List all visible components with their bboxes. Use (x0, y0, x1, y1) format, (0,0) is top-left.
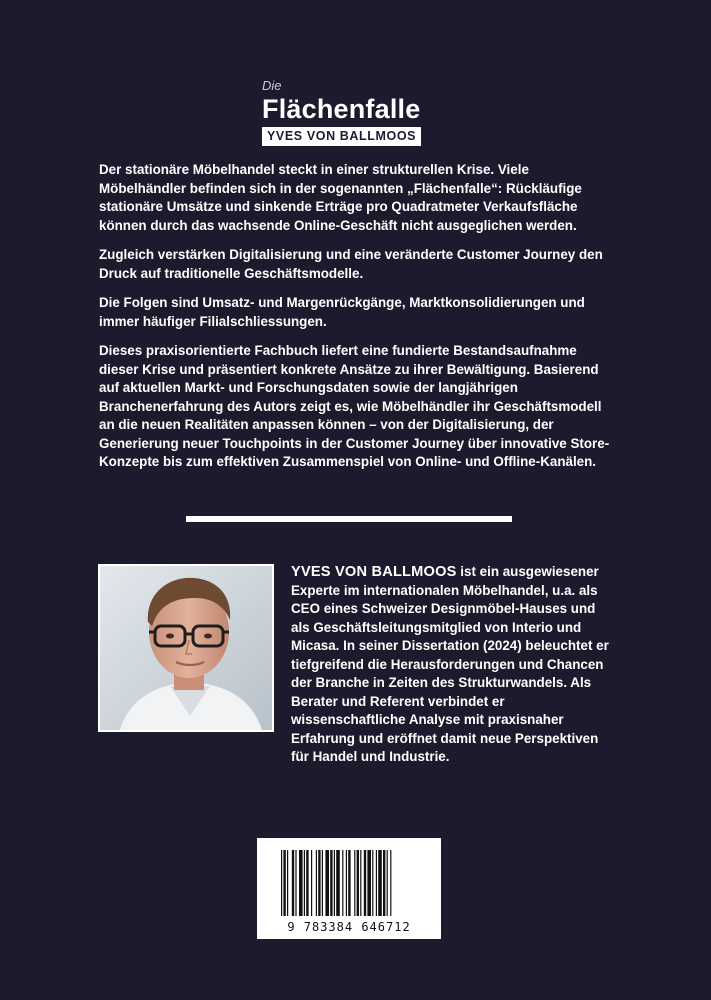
author-label: YVES VON BALLMOOS (262, 127, 421, 146)
blurb-text (99, 161, 611, 483)
author-bio-paragraph (291, 563, 611, 767)
author-bio-name: YVES VON BALLMOOS (291, 564, 457, 580)
barcode (257, 838, 441, 939)
divider (186, 516, 512, 522)
blurb-paragraph: Der stationäre Möbelhandel steckt in einer strukturellen Krise. Viele Möbelhändler befinden sich in der sogenannten „Flächenfalle“: Rückläufige stationäre Umsätze und sinkende Erträge pro Quadratmeter Verkaufsfläche können durch das wachsende Online-Geschäft nicht ausgeglichen werden. (99, 162, 582, 233)
isbn-number: 9 783384 646712 (287, 920, 411, 934)
blurb-paragraph: Zugleich verstärken Digitalisierung und eine veränderte Customer Journey den Druck auf traditionelle Geschäftsmodelle. (99, 247, 603, 281)
blurb-paragraph: Die Folgen sind Umsatz- und Margenrückgänge, Marktkonsolidierungen und immer häufiger Filialschliessungen. (99, 295, 585, 329)
barcode-bars (257, 838, 441, 920)
author-bio (291, 563, 611, 767)
author-bio-text: ist ein ausgewiesener Experte im internationalen Möbelhandel, u.a. als CEO eines Schweizer Designmöbel-Hauses und als Geschäftsleitungsmitglied von Interio und Micasa. In seiner Dissertation (2024) beleuchtet er tiefgreifend die Herausforderungen und Chancen der Branche in Zeiten des Strukturwandels. Als Berater und Referent verbindet er wissenschaftliche Analyse mit praxisnaher Erfahrung und eröffnet damit neue Perspektiven für Handel und Industrie. (291, 564, 609, 764)
author-photo (98, 564, 274, 732)
book-title: Flächenfalle (262, 94, 421, 124)
book-title-block (262, 78, 442, 146)
blurb-paragraph: Dieses praxisorientierte Fachbuch liefert eine fundierte Bestandsaufnahme dieser Krise und präsentiert konkrete Ansätze zu ihrer Bewältigung. Basierend auf aktuellen Markt- und Forschungsdaten sowie der langjährigen Branchenerfahrung des Autors zeigt es, wie Möbelhändler ihr Geschäftsmodell an die neuen Realitäten anpassen können – von der Digitalisierung, der Generierung neuer Touchpoints in der Customer Journey über innovative Store-Konzepte bis zum effektiven Zusammenspiel von Online- und Offline-Kanälen. (99, 343, 610, 469)
title-prefix: Die (262, 78, 282, 93)
author-portrait-image (100, 566, 272, 730)
